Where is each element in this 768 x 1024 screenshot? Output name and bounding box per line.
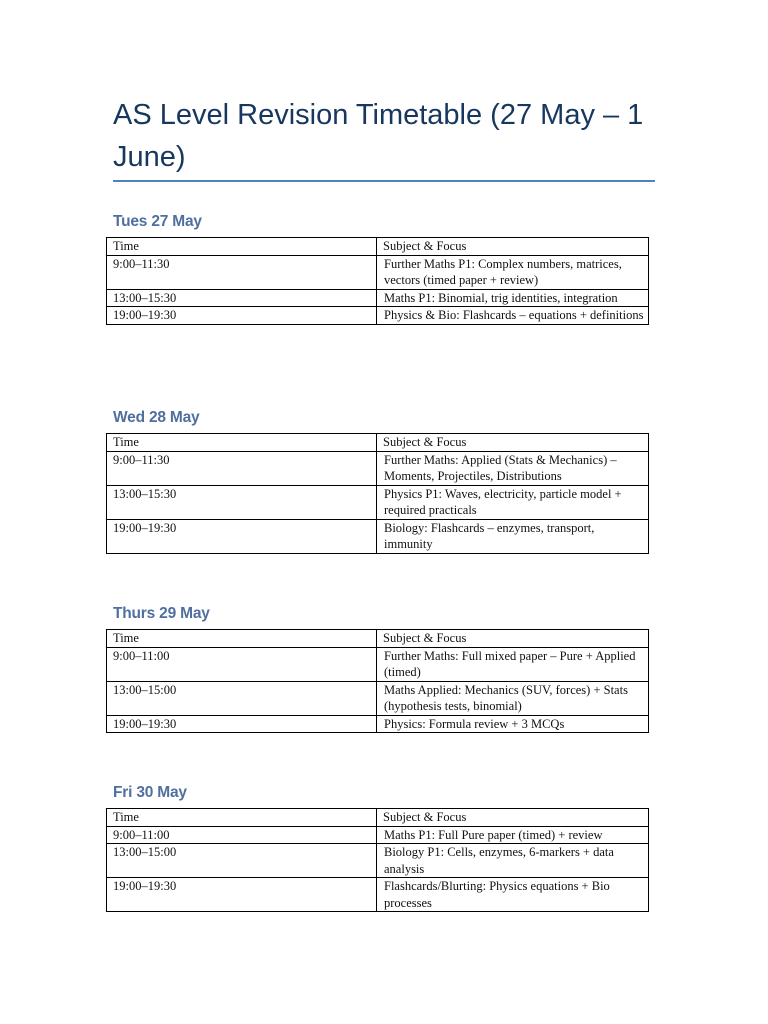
- table-row: [107, 647, 649, 681]
- table-header-row: [107, 238, 649, 256]
- table-header-row: [107, 630, 649, 648]
- page-title: AS Level Revision Timetable (27 May – 1 June): [113, 99, 644, 173]
- timetable: [106, 808, 649, 912]
- table-row: [107, 715, 649, 733]
- time-cell: 13:00–15:30: [107, 485, 377, 519]
- subject-cell: Maths Applied: Mechanics (SUV, forces) + Stats (hypothesis tests, binomial): [377, 681, 649, 715]
- column-header-time: Time: [107, 238, 377, 256]
- table-row: [107, 878, 649, 912]
- subject-cell: Physics P1: Waves, electricity, particle model + required practicals: [377, 485, 649, 519]
- table-row: [107, 844, 649, 878]
- timetable: [106, 629, 649, 733]
- day-heading: Thurs 29 May: [113, 605, 210, 622]
- time-cell: 13:00–15:00: [107, 844, 377, 878]
- table-row: [107, 307, 649, 325]
- time-cell: 13:00–15:00: [107, 681, 377, 715]
- time-cell: 9:00–11:30: [107, 451, 377, 485]
- subject-cell: Further Maths P1: Complex numbers, matrices, vectors (timed paper + review): [377, 255, 649, 289]
- column-header-subject: Subject & Focus: [377, 809, 649, 827]
- time-cell: 9:00–11:00: [107, 647, 377, 681]
- day-heading: Tues 27 May: [113, 213, 202, 230]
- table-row: [107, 519, 649, 553]
- column-header-time: Time: [107, 809, 377, 827]
- subject-cell: Maths P1: Full Pure paper (timed) + review: [377, 826, 649, 844]
- table-row: [107, 826, 649, 844]
- subject-cell: Biology: Flashcards – enzymes, transport, immunity: [377, 519, 649, 553]
- subject-cell: Biology P1: Cells, enzymes, 6-markers + data analysis: [377, 844, 649, 878]
- time-cell: 19:00–19:30: [107, 878, 377, 912]
- title-divider: [113, 180, 655, 182]
- subject-cell: Physics & Bio: Flashcards – equations + definitions: [377, 307, 649, 325]
- time-cell: 19:00–19:30: [107, 715, 377, 733]
- column-header-subject: Subject & Focus: [377, 630, 649, 648]
- subject-cell: Physics: Formula review + 3 MCQs: [377, 715, 649, 733]
- column-header-subject: Subject & Focus: [377, 434, 649, 452]
- subject-cell: Further Maths: Full mixed paper – Pure + Applied (timed): [377, 647, 649, 681]
- time-cell: 13:00–15:30: [107, 289, 377, 307]
- time-cell: 9:00–11:30: [107, 255, 377, 289]
- timetable: [106, 433, 649, 554]
- subject-cell: Further Maths: Applied (Stats & Mechanics) – Moments, Projectiles, Distributions: [377, 451, 649, 485]
- table-row: [107, 255, 649, 289]
- column-header-time: Time: [107, 630, 377, 648]
- time-cell: 19:00–19:30: [107, 307, 377, 325]
- time-cell: 9:00–11:00: [107, 826, 377, 844]
- timetable: [106, 237, 649, 325]
- day-heading: Wed 28 May: [113, 409, 200, 426]
- column-header-time: Time: [107, 434, 377, 452]
- subject-cell: Maths P1: Binomial, trig identities, integration: [377, 289, 649, 307]
- table-header-row: [107, 434, 649, 452]
- table-header-row: [107, 809, 649, 827]
- day-heading: Fri 30 May: [113, 784, 187, 801]
- table-row: [107, 289, 649, 307]
- table-row: [107, 485, 649, 519]
- column-header-subject: Subject & Focus: [377, 238, 649, 256]
- table-row: [107, 681, 649, 715]
- table-row: [107, 451, 649, 485]
- subject-cell: Flashcards/Blurting: Physics equations + Bio processes: [377, 878, 649, 912]
- time-cell: 19:00–19:30: [107, 519, 377, 553]
